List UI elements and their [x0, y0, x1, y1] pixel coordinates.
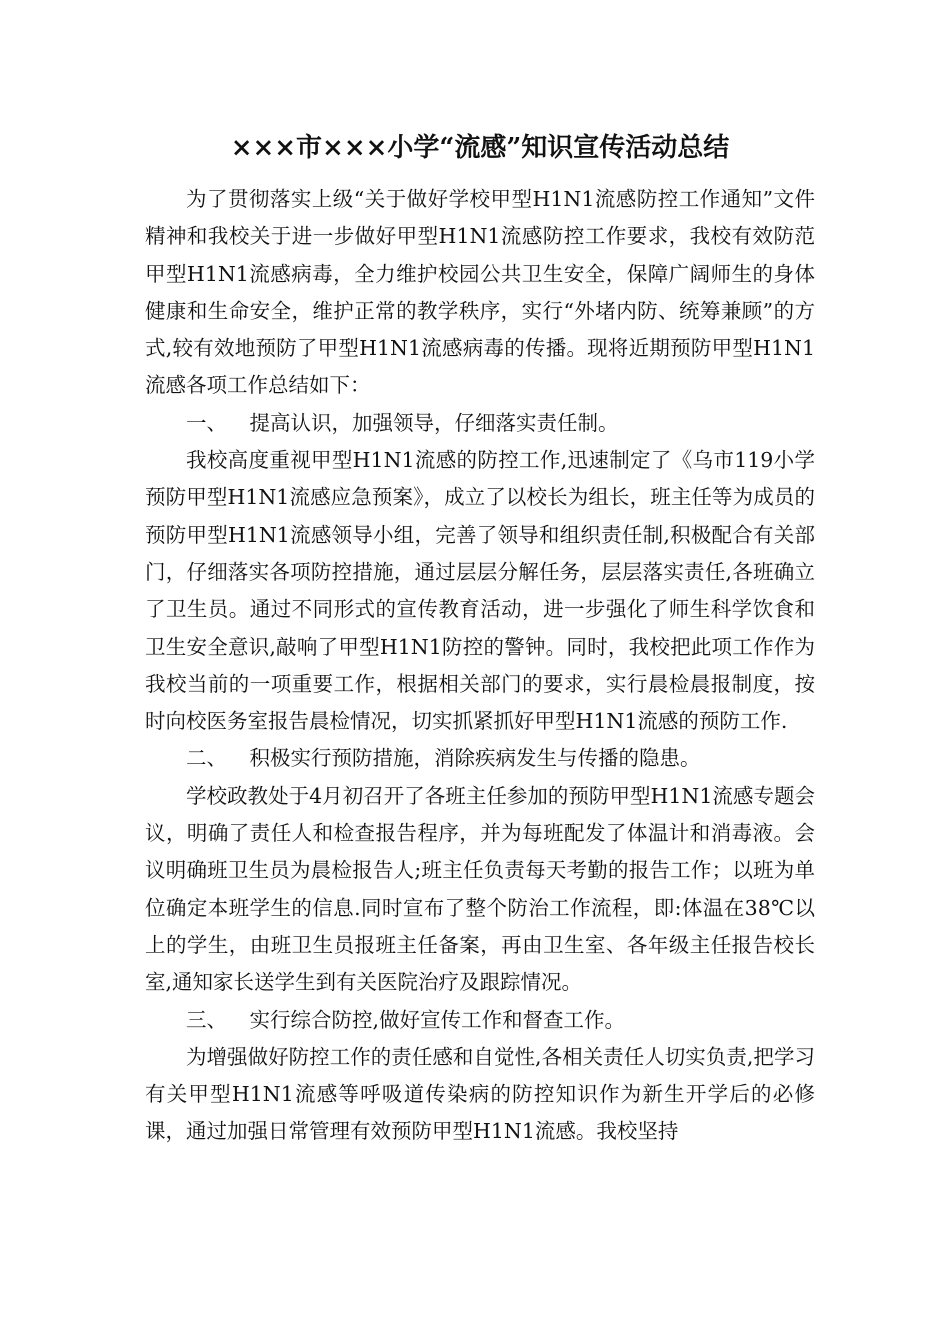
- section-heading-1: [145, 405, 815, 442]
- section-number: 三、: [186, 1007, 227, 1032]
- section-body-1: 我校高度重视甲型H1N1流感的防控工作,迅速制定了《乌市119小学预防甲型H1N1流感应急预案》，成立了以校长为组长，班主任等为成员的预防甲型H1N1流感领导小组，完善了领导和组织责任制,积极配合有关部门，仔细落实各项防控措施，通过层层分解任务，层层落实责任,各班确立了卫生员。通过不同形式的宣传教育活动，进一步强化了师生科学饮食和卫生安全意识,敲响了甲型H1N1防控的警钟。同时，我校把此项工作作为我校当前的一项重要工作，根据相关部门的要求，实行晨检晨报制度，按时向校医务室报告晨检情况，切实抓紧抓好甲型H1N1流感的预防工作.: [145, 448, 815, 734]
- document-title: ×××市×××小学“流感”知识宣传活动总结: [230, 133, 730, 163]
- section-body-3: 为增强做好防控工作的责任感和自觉性,各相关责任人切实负责,把学习有关甲型H1N1流感等呼吸道传染病的防控知识作为新生开学后的必修课，通过加强日常管理有效预防甲型H1N1流感。我校坚持: [145, 1044, 815, 1144]
- section-heading-text: 提高认识，加强领导，仔细落实责任制。: [249, 410, 619, 435]
- document-page: [145, 128, 815, 1151]
- section-number: 二、: [186, 746, 227, 771]
- section-heading-3: [145, 1002, 815, 1039]
- section-number: 一、: [186, 410, 227, 435]
- section-heading-text: 积极实行预防措施，消除疾病发生与传播的隐患。: [249, 746, 701, 771]
- section-heading-text: 实行综合防控,做好宣传工作和督查工作。: [249, 1007, 626, 1032]
- section-body-2: 学校政教处于4月初召开了各班主任参加的预防甲型H1N1流感专题会议，明确了责任人和检查报告程序，并为每班配发了体温计和消毒液。会议明确班卫生员为晨检报告人;班主任负责每天考勤的报告工作；以班为单位确定本班学生的信息.同时宣布了整个防治工作流程，即:体温在38℃以上的学生，由班卫生员报班主任备案，再由卫生室、各年级主任报告校长室,通知家长送学生到有关医院治疗及跟踪情况。: [145, 783, 815, 995]
- intro-paragraph: 为了贯彻落实上级“关于做好学校甲型H1N1流感防控工作通知”文件精神和我校关于进一步做好甲型H1N1流感防控工作要求，我校有效防范甲型H1N1流感病毒，全力维护校园公共卫生安全，保障广阔师生的身体健康和生命安全，维护正常的教学秩序，实行“外堵内防、统筹兼顾”的方式,较有效地预防了甲型H1N1流感病毒的传播。现将近期预防甲型H1N1流感各项工作总结如下：: [145, 187, 815, 398]
- section-heading-2: [145, 740, 815, 777]
